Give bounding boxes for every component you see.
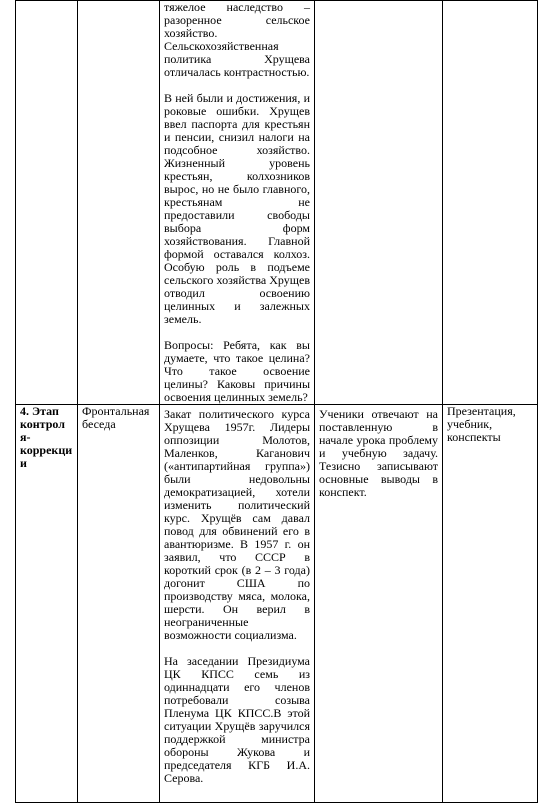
- stage-label-line: и: [20, 456, 27, 470]
- stage-label-line: 4. Этап: [20, 404, 59, 418]
- lesson-plan-table: [15, 0, 538, 803]
- stage-label-line: контрол: [20, 417, 65, 431]
- content-paragraph: тяжелое наследство – разоренное сельское хозяйство. Сельскохозяйственная политика Хрущева отличалась контрастностью.: [164, 0, 310, 79]
- student-activity-cell: [315, 405, 443, 803]
- resources-text: Презентация, учебник, конспекты: [447, 404, 516, 444]
- content-paragraph: На заседании Президиума ЦК КПСС семь из одиннадцати его членов потребовали созыва Пленума ЦК КПСС.В этой ситуации Хрущёв заручился поддержкой министра обороны Жукова и председателя КГБ И.А. Серова.: [164, 654, 310, 785]
- stage-label-line: коррекци: [20, 443, 73, 457]
- student-activity-cell: [315, 1, 443, 405]
- method-cell: [78, 1, 160, 405]
- stage-cell: [16, 405, 78, 803]
- stage-cell: [16, 1, 78, 405]
- content-paragraph: Закат политического курса Хрущева 1957г. Лидеры оппозиции Молотов, Маленков, Каганович («антипартийная группа») были недовольны демократизацией, хотели изменить политический курс. Хрущёв сам давал повод для обвинений его в авантюризме. В 1957 г. он заявил, что СССР в короткий срок (в 2 – 3 года) догонит США по производству мяса, молока, шерсти. Он верил в неограниченные возможности социализма.: [164, 407, 310, 642]
- content-cell: [160, 1, 315, 405]
- method-cell: [78, 405, 160, 803]
- table-row: [16, 1, 538, 405]
- table-row: [16, 405, 538, 803]
- stage-label-line: я-: [20, 430, 31, 444]
- method-text: Фронтальная беседа: [82, 404, 150, 431]
- student-activity-text: Ученики отвечают на поставленную в начале урока проблему и учебную задачу. Тезисно записывают основные выводы в конспект.: [319, 407, 438, 499]
- resources-cell: [443, 405, 538, 803]
- content-paragraph: Вопросы: Ребята, как вы думаете, что такое целина? Что такое освоение целины? Каковы причины освоения целинных земель?: [164, 338, 310, 404]
- content-cell: [160, 405, 315, 803]
- content-paragraph: В ней были и достижения, и роковые ошибки. Хрущев ввел паспорта для крестьян и пенсии, снизил налоги на подсобное хозяйство. Жизненный уровень крестьян, колхозников вырос, но не было главного, крестьянам не предоставили свободы выбора форм хозяйствования. Главной формой оставался колхоз. Особую роль в подъеме сельского хозяйства Хрущев отводил освоению целинных и залежных земель.: [164, 91, 310, 326]
- resources-cell: [443, 1, 538, 405]
